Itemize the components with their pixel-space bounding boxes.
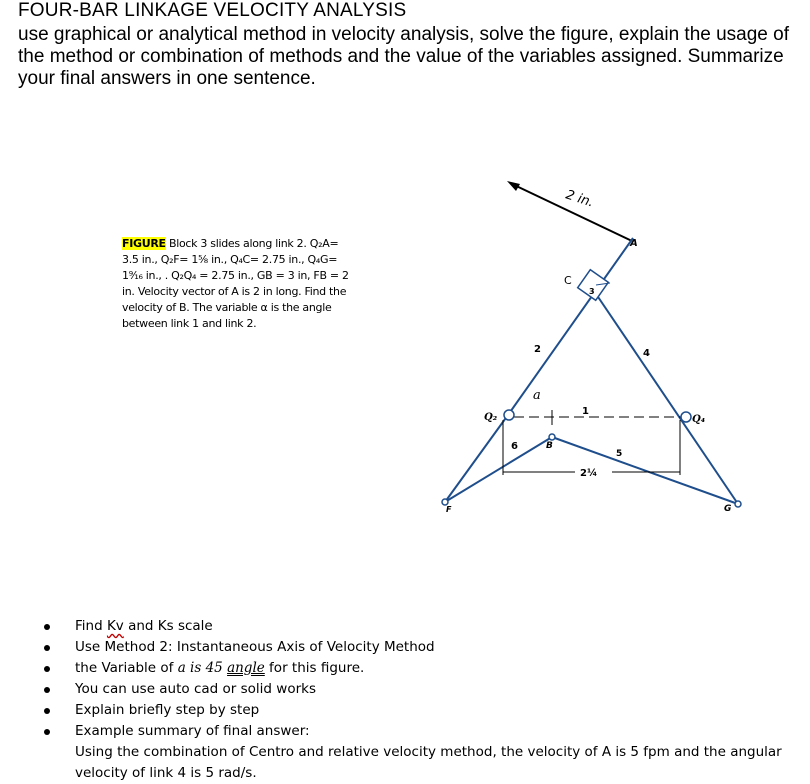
label-link-2: 2 xyxy=(534,344,541,355)
list-item: Find Kv and Ks scale xyxy=(38,616,798,637)
label-A: A xyxy=(630,238,638,249)
caption-line-3: 1⁹⁄₁₆ in., . Q₂Q₄ = 2.75 in., GB = 3 in, FB = 2 xyxy=(122,269,349,282)
list-item: the Variable of a is 45 angle for this figure. xyxy=(38,658,798,679)
caption-line-2: 3.5 in., Q₂F= 1⁵⁄₈ in., Q₄C= 2.75 in., Q₄G= xyxy=(122,253,338,266)
bullet-icon xyxy=(44,645,50,651)
page-title: FOUR-BAR LINKAGE VELOCITY ANALYSIS xyxy=(18,0,407,21)
label-angle: a xyxy=(533,388,541,403)
kv-term: Kv xyxy=(106,618,124,634)
label-B: B xyxy=(546,441,553,451)
list-item: Explain briefly step by step xyxy=(38,700,798,721)
link-6 xyxy=(445,437,552,502)
label-C: C xyxy=(564,274,572,287)
caption-line-1: Block 3 slides along link 2. Q₂A= xyxy=(168,237,339,250)
link-2-extension xyxy=(445,415,508,502)
label-link-6: 6 xyxy=(511,441,518,452)
label-Q2: Q₂ xyxy=(484,412,498,423)
linkage-diagram xyxy=(430,170,770,520)
caption-line-6: between link 1 and link 2. xyxy=(122,317,257,330)
label-Q4: Q₄ xyxy=(692,414,706,425)
task-list xyxy=(38,616,798,784)
summary-example: Using the combination of Centro and relative velocity method, the velocity of A is 5 fpm and the angular velocity of link 4 is 5 rad/s. xyxy=(75,744,782,781)
caption-line-5: velocity of B. The variable α is the angle xyxy=(122,301,332,314)
variable-value: a is 45 xyxy=(177,660,223,676)
pivot-Q4 xyxy=(681,412,691,422)
bullet-icon xyxy=(44,624,50,630)
bullet-icon xyxy=(44,687,50,693)
joint-B xyxy=(549,434,555,440)
caption-line-4: in. Velocity vector of A is 2 in long. Find the xyxy=(122,285,347,298)
label-link-4: 4 xyxy=(643,348,650,359)
figure-caption xyxy=(122,236,372,332)
velocity-length-label: 2 in. xyxy=(563,187,596,211)
bullet-icon xyxy=(44,708,50,714)
label-ground-1: 1 xyxy=(582,406,589,417)
list-item: You can use auto cad or solid works xyxy=(38,679,798,700)
bullet-icon xyxy=(44,666,50,672)
label-G: G xyxy=(724,504,732,514)
list-item: Use Method 2: Instantaneous Axis of Velocity Method xyxy=(38,637,798,658)
label-dimension: 2¼ xyxy=(580,468,598,479)
label-link-5: 5 xyxy=(616,449,623,459)
bullet-icon xyxy=(44,729,50,735)
instructions-paragraph: use graphical or analytical method in velocity analysis, solve the figure, explain the usage of the method or combination of methods and the value of the variables assigned. Summarize your final answers in one sentence. xyxy=(18,24,789,89)
label-F: F xyxy=(446,505,452,514)
velocity-arrowhead xyxy=(507,181,520,191)
figure-label: FIGURE xyxy=(122,237,166,250)
joint-G xyxy=(735,501,741,507)
pivot-Q2 xyxy=(504,410,514,420)
label-block-3: 3 xyxy=(589,287,595,296)
angle-term: angle xyxy=(227,660,265,676)
link-2 xyxy=(508,238,633,415)
list-item: Example summary of final answer: xyxy=(38,721,798,742)
